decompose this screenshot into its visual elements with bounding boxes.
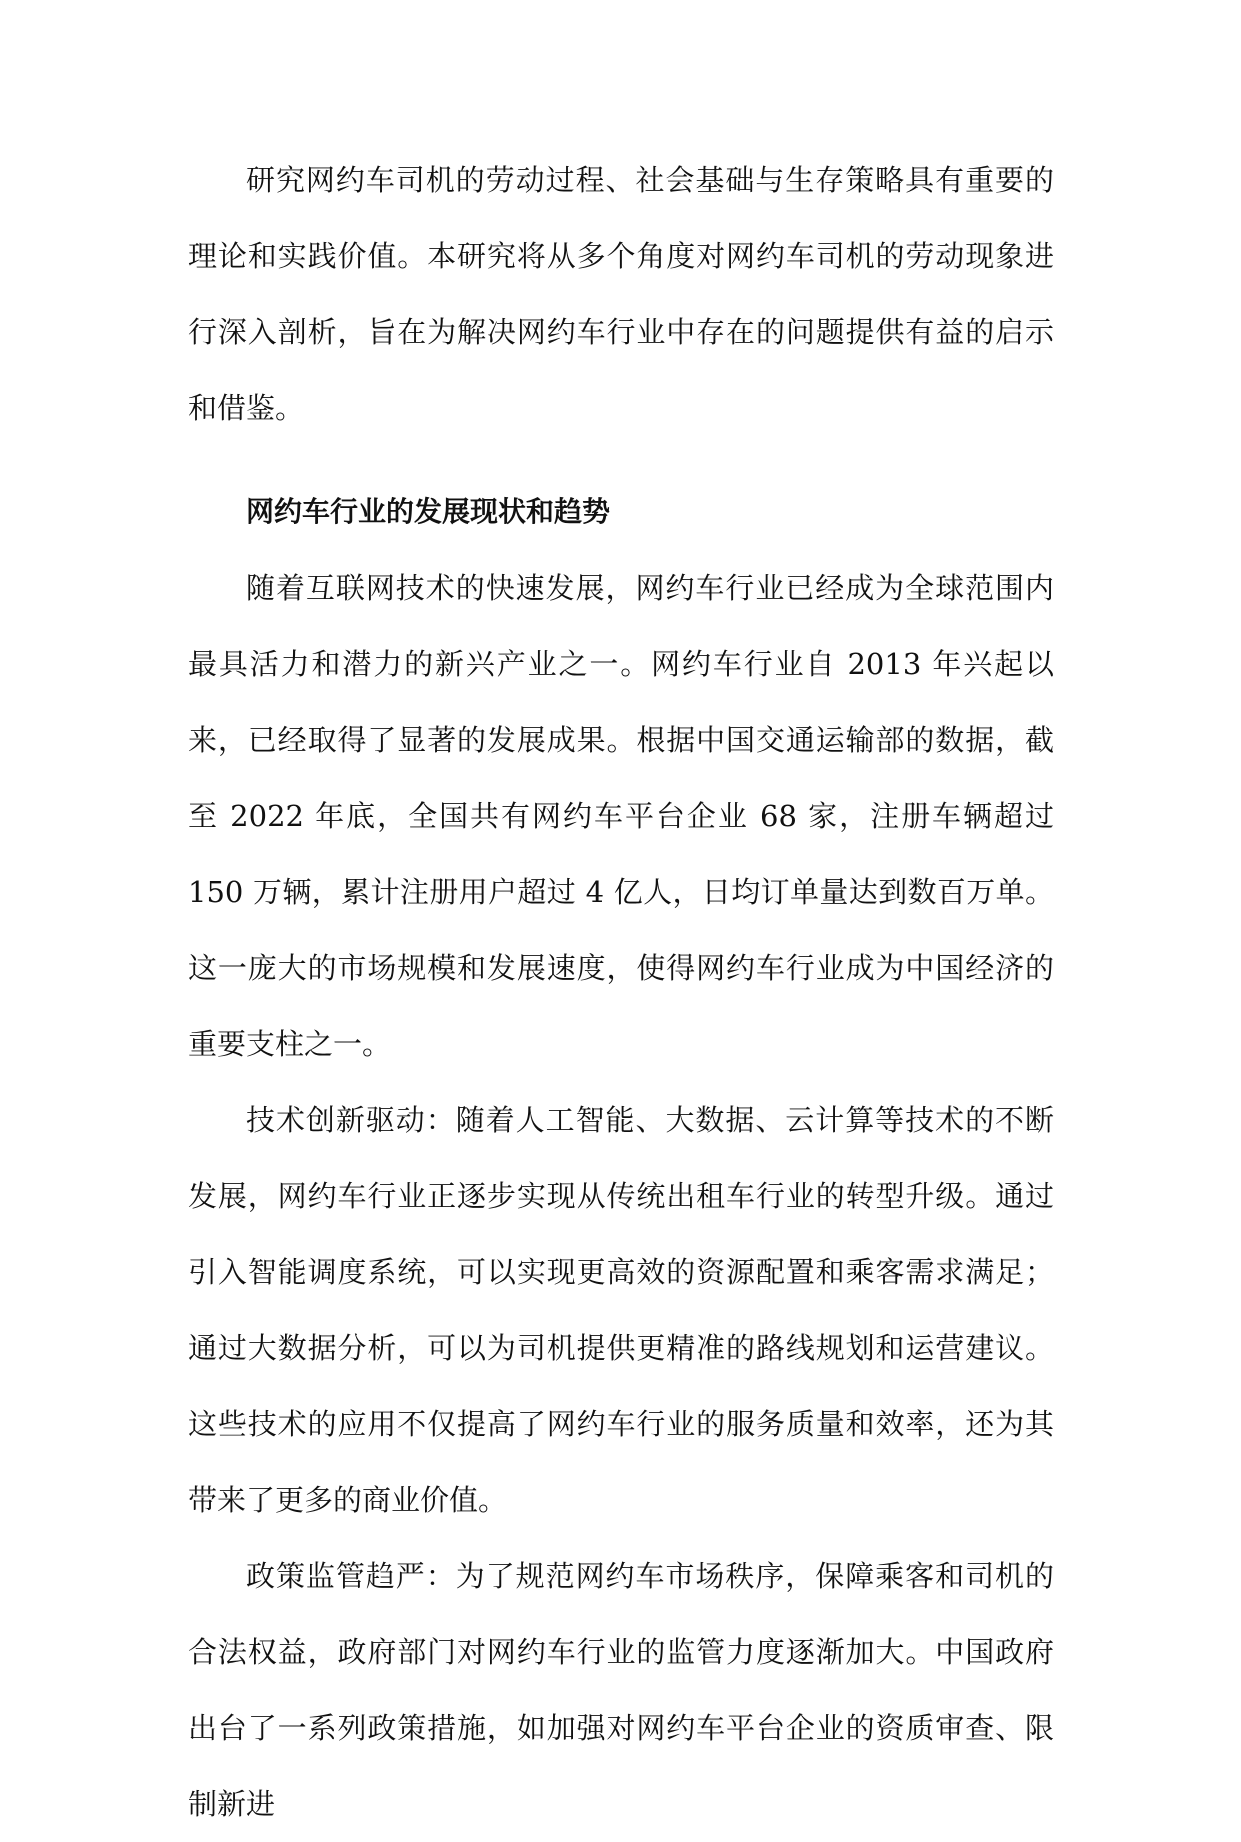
paragraph-policy-regulation: 政策监管趋严：为了规范网约车市场秩序，保障乘客和司机的合法权益，政府部门对网约车行业的监管力度逐渐加大。中国政府出台了一系列政策措施，如加强对网约车平台企业的资质审查、限制新进: [188, 1559, 1054, 1821]
intro-paragraph: 研究网约车司机的劳动过程、社会基础与生存策略具有重要的理论和实践价值。本研究将从多个角度对网约车司机的劳动现象进行深入剖析，旨在为解决网约车行业中存在的问题提供有益的启示和借鉴。: [188, 163, 1054, 425]
section-heading: 网约车行业的发展现状和趋势: [246, 495, 611, 528]
paragraph-tech-innovation: 技术创新驱动：随着人工智能、大数据、云计算等技术的不断发展，网约车行业正逐步实现从传统出租车行业的转型升级。通过引入智能调度系统，可以实现更高效的资源配置和乘客需求满足；通过大数据分析，可以为司机提供更精准的路线规划和运营建议。这些技术的应用不仅提高了网约车行业的服务质量和效率，还为其带来了更多的商业价值。: [188, 1103, 1054, 1517]
paragraph-industry-overview: 随着互联网技术的快速发展，网约车行业已经成为全球范围内最具活力和潜力的新兴产业之一。网约车行业自 2013 年兴起以来，已经取得了显著的发展成果。根据中国交通运输部的数据，截至 2022 年底，全国共有网约车平台企业 68 家，注册车辆超过 150 万辆，累计注册用户超过 4 亿人，日均订单量达到数百万单。这一庞大的市场规模和发展速度，使得网约车行业成为中国经济的重要支柱之一。: [188, 571, 1054, 1061]
document-body: [188, 142, 1054, 1842]
